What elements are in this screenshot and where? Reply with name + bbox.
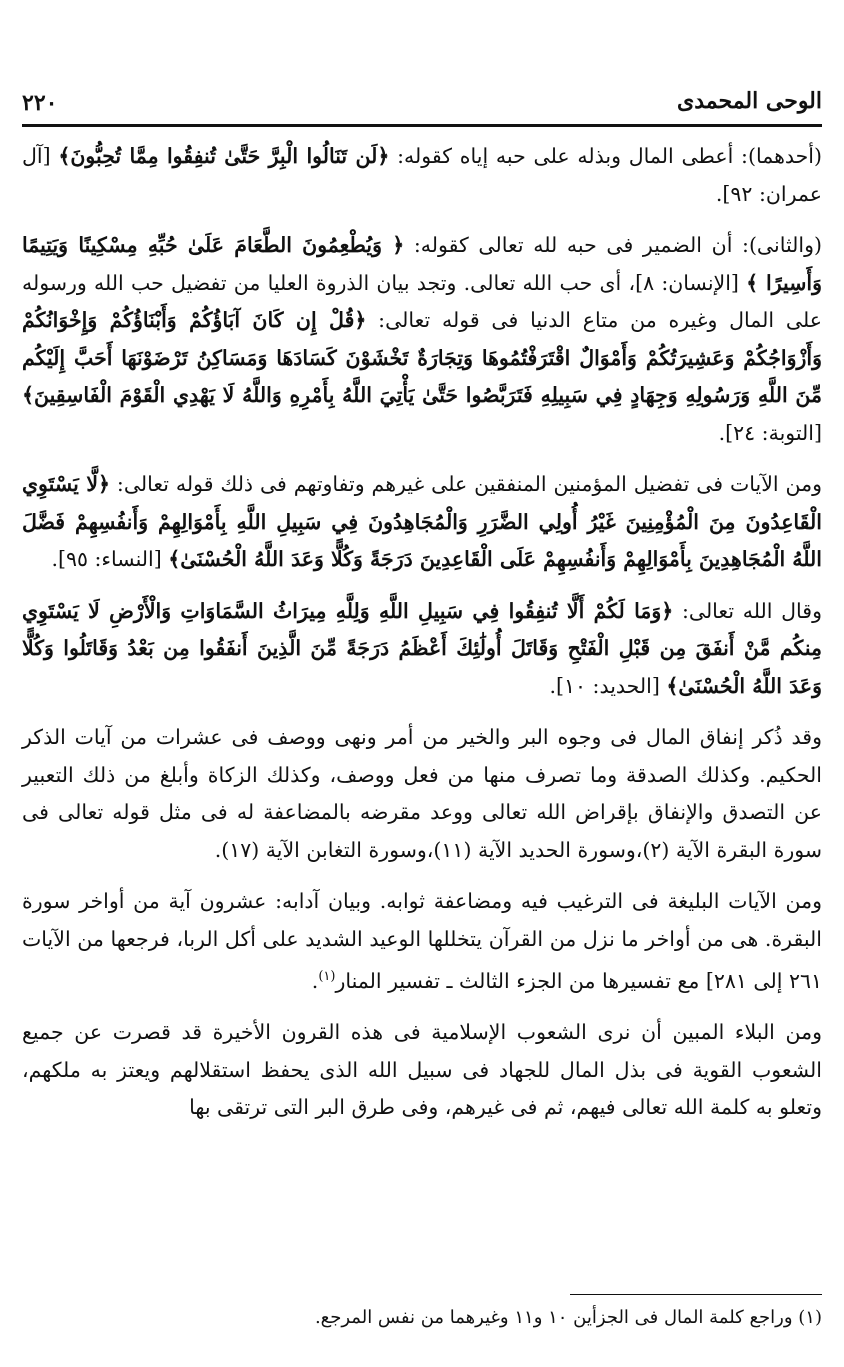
- footnote-divider: [570, 1294, 822, 1295]
- page-number: ٢٢٠: [22, 90, 58, 116]
- paragraph-text: (أحدهما): أعطى المال وبذله على حبه إياه كقوله:: [389, 144, 823, 168]
- footnote-marker[interactable]: (١): [318, 969, 336, 984]
- paragraph-fifth: [22, 719, 822, 869]
- footnote: (١) وراجع كلمة المال فى الجزأين ١٠ و١١ وغيرهما من نفس المرجع.: [314, 1307, 822, 1328]
- paragraph-text: وقال الله تعالى:: [673, 598, 822, 623]
- quran-verse: ﴿لَّا يَسْتَوِي الْقَاعِدُونَ مِنَ الْمُؤْمِنِينَ غَيْرُ أُولِي الضَّرَرِ وَالْمُجَاهِدُونَ فِي سَبِيلِ اللَّهِ بِأَمْوَالِهِمْ وَأَنفُسِهِمْ فَضَّلَ اللَّهُ الْمُجَاهِدِينَ بِأَمْوَالِهِمْ وَأَنفُسِهِمْ عَلَى الْقَاعِدِينَ دَرَجَةً وَكُلًّا وَعَدَ اللَّهُ الْحُسْنَىٰ﴾: [22, 472, 822, 571]
- paragraph-fourth: [22, 593, 822, 706]
- paragraph-text: (والثانى): أن الضمير فى حبه لله تعالى كقوله:: [404, 233, 822, 257]
- quran-verse: ﴿ وَيُطْعِمُونَ الطَّعَامَ عَلَىٰ حُبِّهِ مِسْكِينًا وَيَتِيمًا وَأَسِيرًا ﴾: [22, 233, 822, 295]
- running-header: [22, 88, 822, 120]
- paragraph-text: ومن الآيات البليغة فى الترغيب فيه ومضاعفة ثوابه. وبيان آدابه: عشرون آية من أواخر سورة البقرة. هى من أواخر ما نزل من القرآن يتخللها الوعيد الشديد على أكل الربا، فرجعها من الآيات ٢٦١ إلى ٢٨١] مع تفسيرها من الجزء الثالث ـ تفسير المنار: [22, 889, 822, 993]
- paragraph-text: ومن الآيات فى تفضيل المؤمنين المنفقين على غيرهم وتفاوتهم فى ذلك قوله تعالى:: [110, 472, 822, 496]
- paragraph-text: ومن البلاء المبين أن نرى الشعوب الإسلامية فى هذه القرون الأخيرة قد قصرت عن جميع الشعوب القوية فى بذل المال للجهاد فى سبيل الله الذى يحفظ استقلالهم ويعتز به ملكهم، وتعلو به كلمة الله تعالى فيهم، ثم فى غيرهم، وفى طرق البر التى ترتقى بها: [22, 1020, 822, 1120]
- paragraph-second: [22, 227, 822, 452]
- running-title: الوحى المحمدى: [677, 88, 822, 114]
- header-divider: [22, 124, 822, 127]
- quran-verse: ﴿لَن تَنَالُوا الْبِرَّ حَتَّىٰ تُنفِقُوا مِمَّا تُحِبُّونَ﴾: [58, 144, 390, 168]
- paragraph-text: [الإنسان: ٨]، أى حب الله تعالى. وتجد بيان الذروة العليا من تفضيل حب الله ورسوله على المال وغيره من متاع الدنيا فى قوله تعالى:: [22, 270, 822, 332]
- quran-verse: ﴿قُلْ إِن كَانَ آبَاؤُكُمْ وَأَبْنَاؤُكُمْ وَإِخْوَانُكُمْ وَأَزْوَاجُكُمْ وَعَشِيرَتُكُمْ وَأَمْوَالٌ اقْتَرَفْتُمُوهَا وَتِجَارَةٌ تَخْشَوْنَ كَسَادَهَا وَمَسَاكِنُ تَرْضَوْنَهَا أَحَبَّ إِلَيْكُم مِّنَ اللَّهِ وَرَسُولِهِ وَجِهَادٍ فِي سَبِيلِهِ فَتَرَبَّصُوا حَتَّىٰ يَأْتِيَ اللَّهُ بِأَمْرِهِ وَاللَّهُ لَا يَهْدِي الْقَوْمَ الْفَاسِقِينَ﴾: [22, 308, 822, 407]
- quran-verse: ﴿وَمَا لَكُمْ أَلَّا تُنفِقُوا فِي سَبِيلِ اللَّهِ وَلِلَّهِ مِيرَاثُ السَّمَاوَاتِ وَالْأَرْضِ لَا يَسْتَوِي مِنكُم مَّنْ أَنفَقَ مِن قَبْلِ الْفَتْحِ وَقَاتَلَ أُولَٰئِكَ أَعْظَمُ دَرَجَةً مِّنَ الَّذِينَ أَنفَقُوا مِن بَعْدُ وَقَاتَلُوا وَكُلًّا وَعَدَ اللَّهُ الْحُسْنَىٰ﴾: [22, 598, 822, 698]
- paragraph-third: [22, 466, 822, 579]
- paragraph-sixth: [22, 883, 822, 1000]
- verse-reference: [النساء: ٩٥].: [51, 547, 169, 571]
- paragraph-seventh: [22, 1014, 822, 1127]
- paragraph-text: وقد ذُكر إنفاق المال فى وجوه البر والخير من أمر ونهى ووصف فى عشرات من آيات الذكر الحكيم. وكذلك الصدقة وما تصرف منها من فعل ووصف، وكذلك الزكاة وأبلغ من ذلك التعبير عن التصدق والإنفاق بإقراض الله تعالى ووعد مقرضه بالمضاعفة له فى مثل قوله تعالى فى سورة البقرة الآية (٢)،وسورة الحديد الآية (١١)،وسورة التغابن الآية (١٧).: [22, 725, 822, 862]
- verse-reference: [آل عمران: ٩٢].: [22, 144, 822, 206]
- paragraph-text: .: [311, 968, 319, 993]
- paragraph-first: [22, 138, 822, 213]
- verse-reference: [التوبة: ٢٤].: [718, 420, 822, 445]
- verse-reference: [الحديد: ١٠].: [549, 673, 667, 698]
- main-text: [22, 138, 822, 1141]
